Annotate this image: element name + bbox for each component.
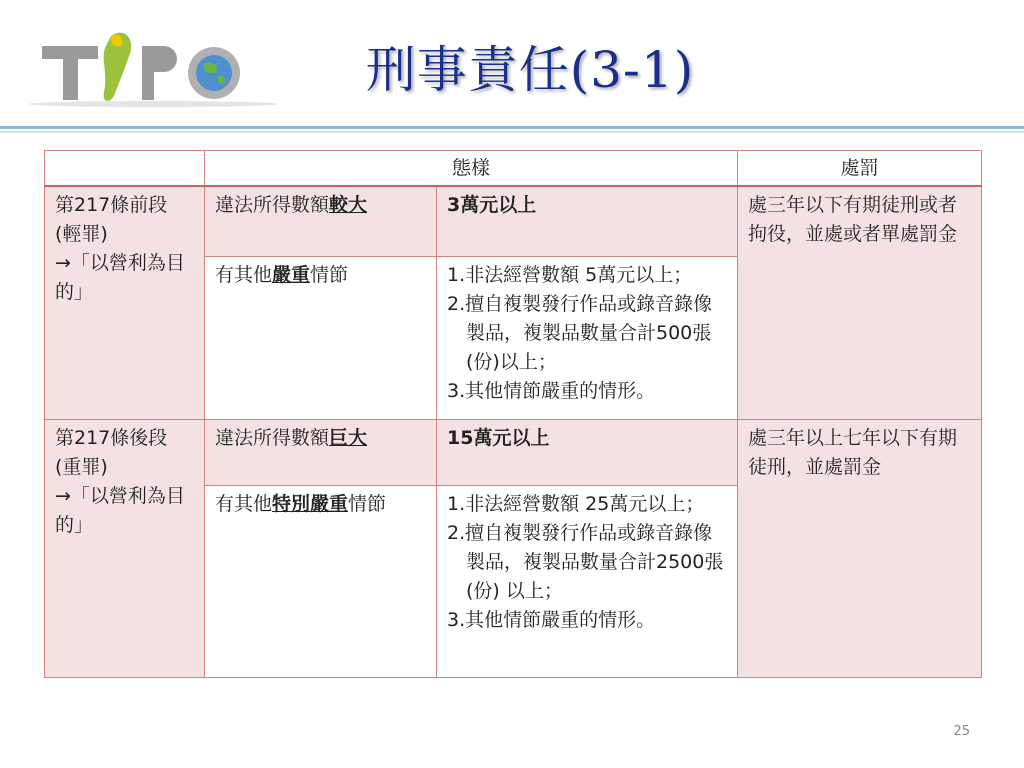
condition-cell (205, 186, 437, 256)
header-empty (45, 151, 205, 187)
condition-text: 違法所得數額 (215, 194, 330, 216)
logo-letter-p: P (148, 43, 150, 45)
slide-title: 刑事責任(3-1) (365, 41, 695, 99)
criteria-item: 3.其他情節嚴重的情形。 (447, 608, 656, 631)
condition-emphasis: 巨大 (329, 426, 368, 449)
logo-text (14, 18, 16, 19)
amount-cell: 3萬元以上 (437, 186, 738, 256)
criteria-item: 1.非法經營數額 5萬元以上； (447, 263, 693, 286)
header-rule-light (0, 131, 1024, 133)
criteria-cell (437, 256, 738, 419)
article-name: 第217條前段 (55, 194, 168, 216)
condition-text: 情節 (348, 492, 387, 515)
article-severity: (輕罪) (55, 223, 108, 245)
article-severity: (重罪) (55, 455, 108, 478)
table-header-row (45, 151, 982, 187)
condition-emphasis: 嚴重 (272, 263, 311, 286)
logo-letter-t: T (70, 43, 72, 45)
condition-emphasis: 特別嚴重 (272, 492, 349, 515)
article-purpose: →「以營利為目的」 (55, 484, 185, 536)
condition-text: 有其他 (215, 263, 273, 286)
condition-emphasis: 較大 (329, 194, 368, 216)
criteria-item: 3.其他情節嚴重的情形。 (447, 379, 656, 402)
header-form: 態樣 (205, 151, 738, 187)
criteria-item: 1.非法經營數額 25萬元以上； (447, 492, 705, 515)
article-cell (45, 186, 205, 419)
amount-cell: 15萬元以上 (437, 419, 738, 485)
criteria-item: 2.擅自複製發行作品或錄音錄像製品，複製品數量合計2500張 (份) 以上； (447, 521, 724, 602)
condition-cell (205, 419, 437, 485)
penalty-cell: 處三年以下有期徒刑或者拘役，並處或者單處罰金 (738, 186, 982, 419)
criteria-item: 2.擅自複製發行作品或錄音錄像製品，複製品數量合計500張(份)以上； (447, 292, 713, 373)
condition-cell (205, 485, 437, 677)
table-row (45, 419, 982, 485)
header-penalty: 處罰 (738, 151, 982, 187)
article-cell (45, 419, 205, 677)
criteria-cell (437, 485, 738, 677)
condition-cell (205, 256, 437, 419)
article-purpose: →「以營利為目的」 (55, 252, 185, 303)
condition-text: 情節 (310, 263, 349, 286)
condition-text: 有其他 (215, 492, 273, 515)
article-name: 第217條後段 (55, 426, 168, 449)
page-number: 25 (953, 724, 970, 739)
header-rule (0, 126, 1024, 129)
penalty-table (44, 150, 982, 678)
condition-text: 違法所得數額 (215, 426, 330, 449)
penalty-cell: 處三年以上七年以下有期徒刑，並處罰金 (738, 419, 982, 677)
tipo-logo (14, 18, 276, 110)
table-row (45, 186, 982, 256)
